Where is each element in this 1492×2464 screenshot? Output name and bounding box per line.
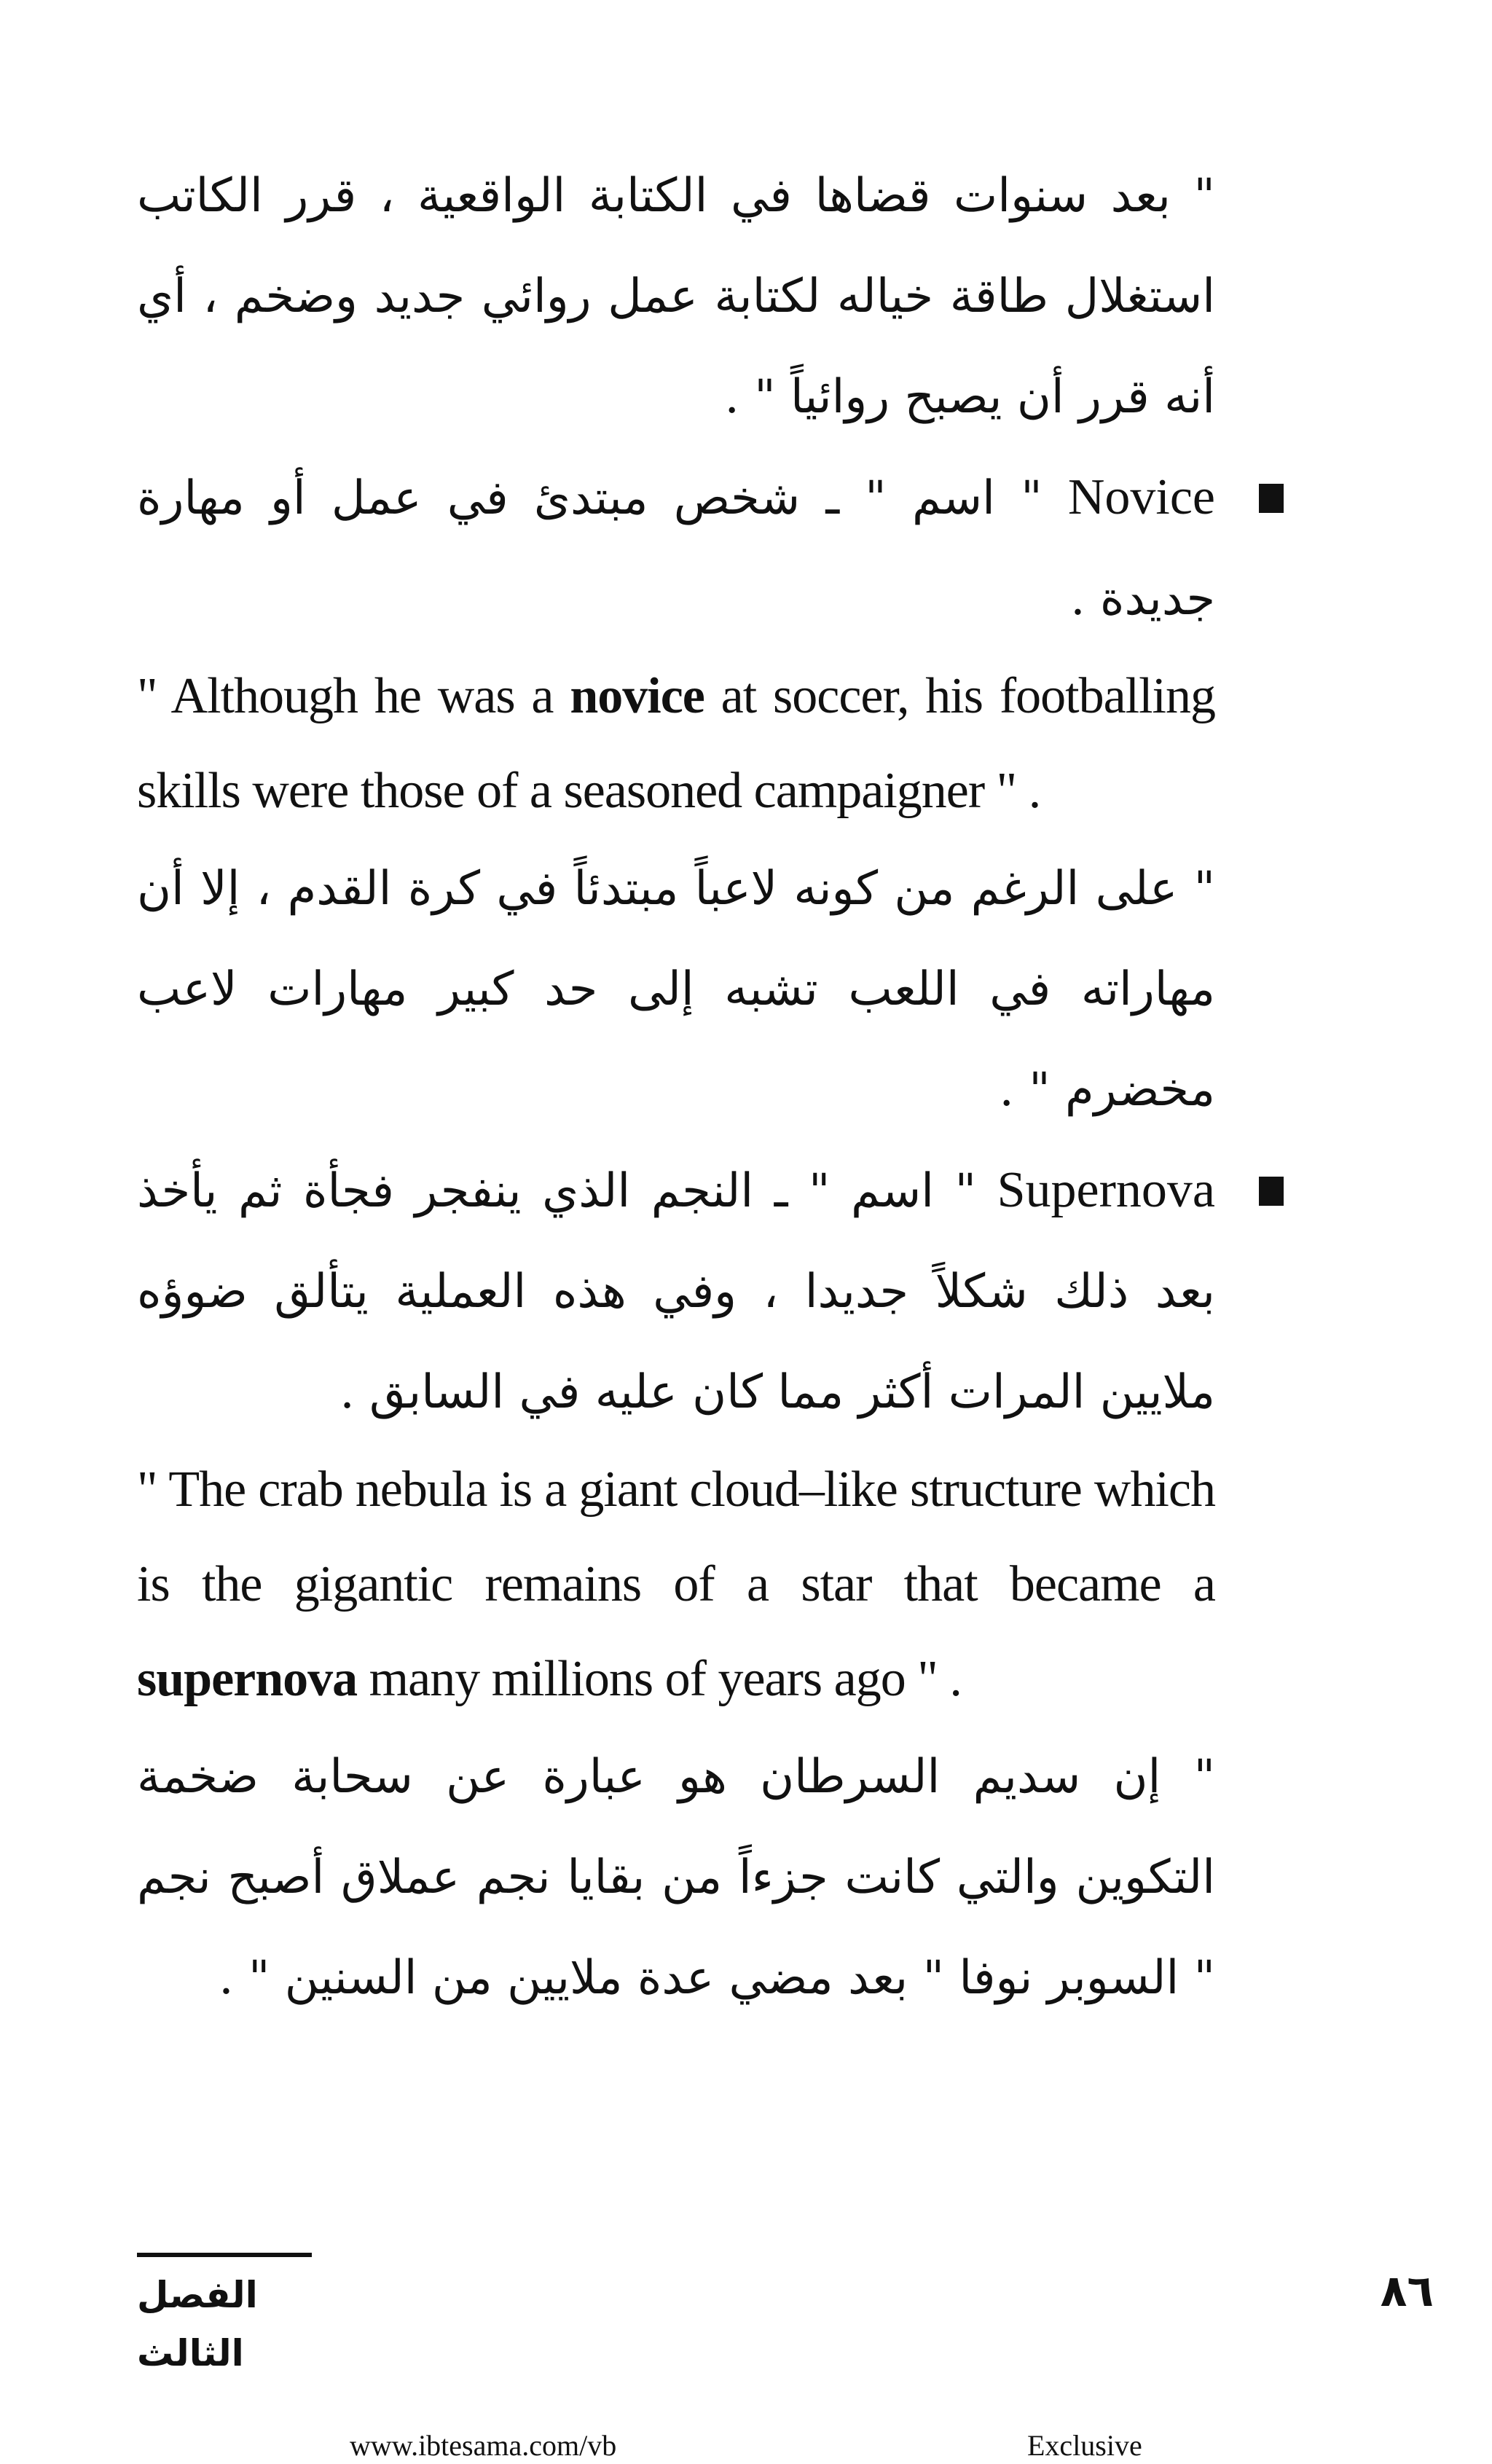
supernova-definition: " اسم " ـ النجم الذي ينفجر فجأة ثم يأخذ بعد ذلك شكلاً جديدا ، وفي هذه العملية يتألق ضوؤه ملايين المرات أكثر مما كان عليه في السابق . xyxy=(137,1164,1215,1419)
novice-example-text-1: " Although he was a xyxy=(137,668,570,724)
site-url: www.ibtesama.com/vb xyxy=(350,2429,617,2462)
bullet-square-icon xyxy=(1259,1177,1284,1206)
supernova-example-ar: " إن سديم السرطان هو عبارة عن سحابة ضخمة التكوين والتي كانت جزءاً من بقايا نجم عملاق أصبح نجم " السوبر نوفا " بعد مضي عدة ملايين من السنين " . xyxy=(137,1750,1215,2005)
supernova-example-en xyxy=(137,1443,1215,1727)
novice-definition: " اسم " ـ شخص مبتدئ في عمل أو مهارة جديدة . xyxy=(137,471,1215,626)
realism-example-ar: " بعد سنوات قضاها في الكتابة الواقعية ، قرر الكاتب استغلال طاقة خياله لكتابة عمل روائي جديد وضخم ، أي أنه قرر أن يصبح روائياً " . xyxy=(137,169,1216,424)
entry-supernova xyxy=(137,1140,1215,1443)
supernova-example-keyword: supernova xyxy=(137,1651,358,1707)
headword-novice: Novice xyxy=(1067,469,1215,525)
supernova-example-text-1: " The crab nebula is a giant cloud–like structure which is the gigantic remains of a star that became a xyxy=(137,1461,1215,1612)
headword-supernova: Supernova xyxy=(997,1162,1215,1218)
novice-example-keyword: novice xyxy=(570,668,704,724)
exclusive-tag: Exclusive xyxy=(1027,2429,1142,2462)
page-number: ٨٦ xyxy=(1380,2266,1434,2317)
supernova-example-text-2: many millions of years ago " . xyxy=(357,1651,962,1707)
chapter-title: الفصل الثالث xyxy=(137,2274,258,2374)
footer-divider xyxy=(137,2253,312,2257)
page-body xyxy=(137,146,1215,2028)
novice-example-ar: " على الرغم من كونه لاعباً مبتدئاً في كرة القدم ، إلا أن مهاراته في اللعب تشبه إلى حد كبير مهارات لاعب مخضرم " . xyxy=(137,862,1215,1117)
bullet-square-icon xyxy=(1259,484,1284,513)
novice-example-text-2: at soccer, his footballing skills were those of a seasoned campaigner " . xyxy=(137,668,1215,819)
novice-example-en xyxy=(137,649,1215,839)
entry-novice xyxy=(137,447,1215,649)
